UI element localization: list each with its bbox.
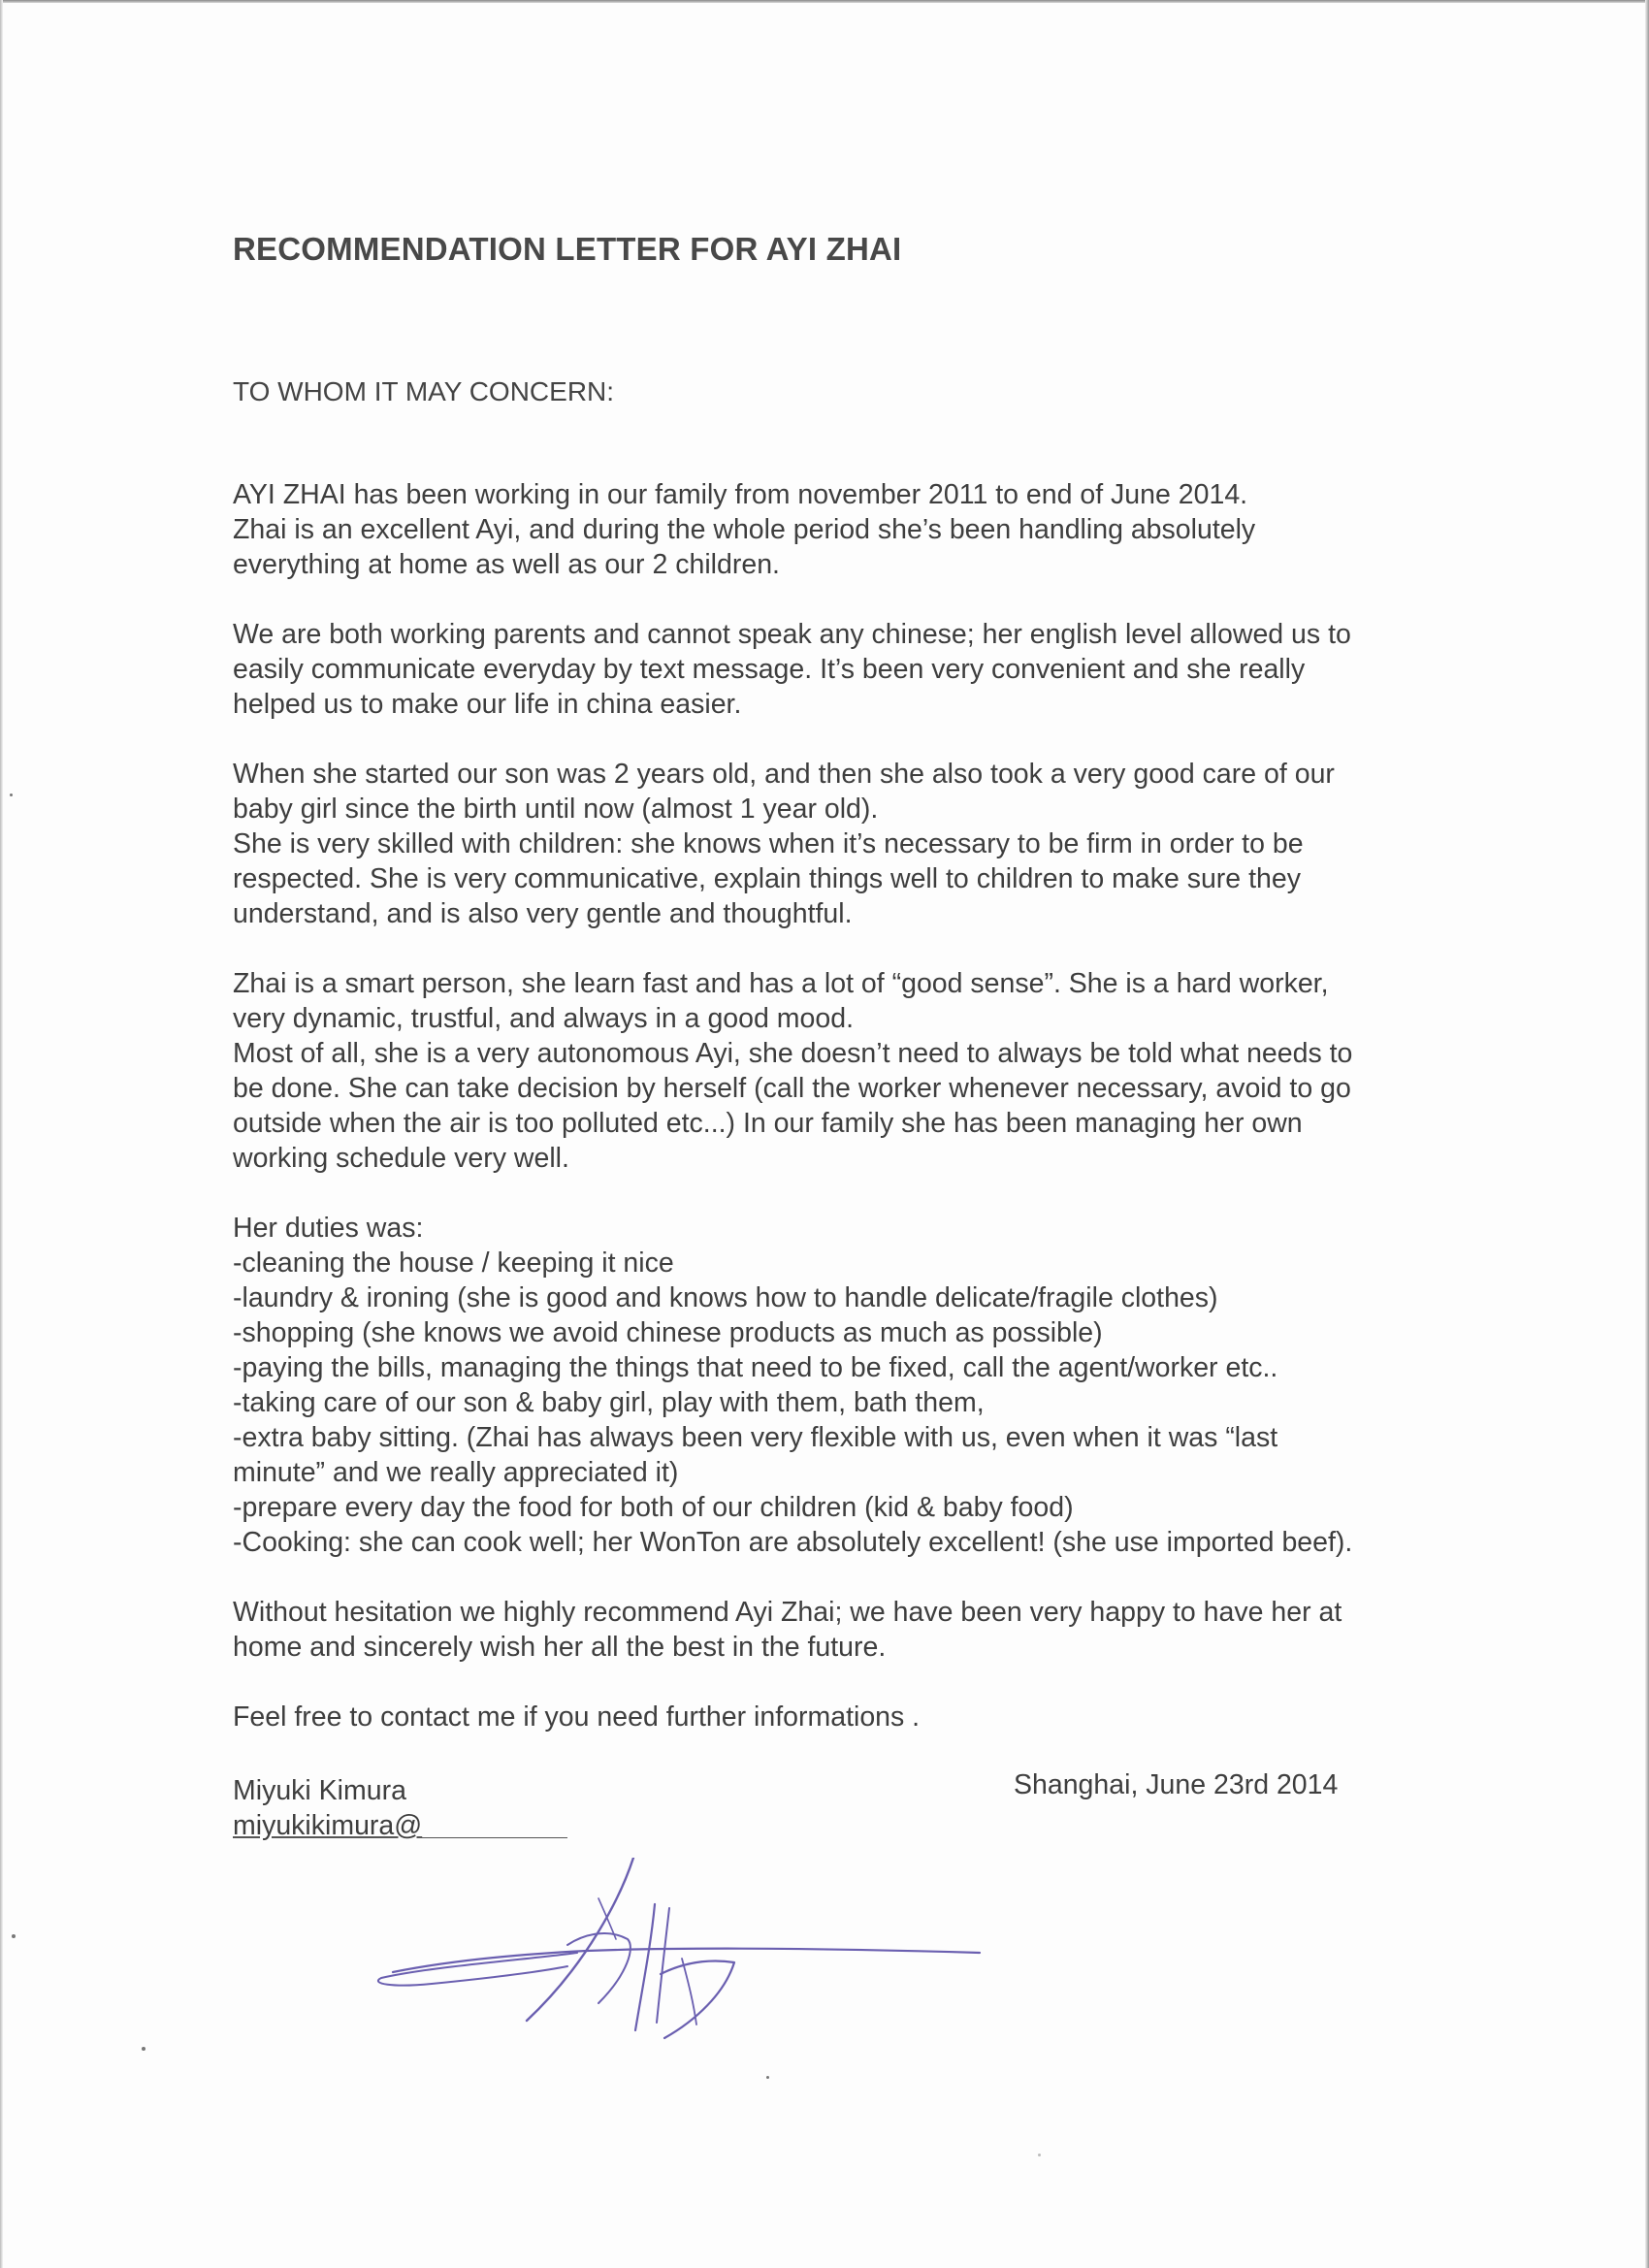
body-line: Zhai is a smart person, she learn fast and has a lot of “good sense”. She is a hard worker, xyxy=(233,968,1329,999)
body-line: Feel free to contact me if you need further informations . xyxy=(233,1701,921,1733)
paragraph-communication xyxy=(233,617,1494,722)
scan-speck xyxy=(1038,2154,1041,2156)
letter-body xyxy=(233,477,1494,1769)
email-redaction xyxy=(422,1812,567,1838)
duty-item: -Cooking: she can cook well; her WonTon are absolutely excellent! (she use imported beef). xyxy=(233,1527,1353,1558)
body-line: understand, and is also very gentle and thoughtful. xyxy=(233,898,853,929)
paragraph-duties xyxy=(233,1211,1494,1560)
salutation: TO WHOM IT MAY CONCERN: xyxy=(233,376,615,406)
paragraph-employment xyxy=(233,477,1494,582)
scan-edge-right xyxy=(1645,0,1649,2268)
body-line: We are both working parents and cannot speak any chinese; her english level allowed us to xyxy=(233,619,1351,650)
body-line: helped us to make our life in china easier. xyxy=(233,689,742,720)
body-line: AYI ZHAI has been working in our family from november 2011 to end of June 2014. xyxy=(233,479,1248,510)
body-line: everything at home as well as our 2 children. xyxy=(233,549,780,580)
place-date: Shanghai, June 23rd 2014 xyxy=(1014,1769,1339,1800)
paragraph-recommendation xyxy=(233,1595,1494,1665)
body-line: Zhai is an excellent Ayi, and during the whole period she’s been handling absolutely xyxy=(233,514,1256,545)
body-line: When she started our son was 2 years old, and then she also took a very good care of our xyxy=(233,759,1335,790)
scan-edge-left xyxy=(0,0,3,2268)
signer-name: Miyuki Kimura xyxy=(233,1775,406,1806)
body-line: be done. She can take decision by herself (call the worker whenever necessary, avoid to go xyxy=(233,1073,1351,1104)
signer-email-text: miyukikimura@ xyxy=(233,1810,423,1841)
body-line: baby girl since the birth until now (almost 1 year old). xyxy=(233,794,879,825)
scan-edge-top xyxy=(0,0,1649,3)
duty-item: -paying the bills, managing the things that need to be fixed, call the agent/worker etc.. xyxy=(233,1352,1278,1383)
paragraph-qualities xyxy=(233,966,1494,1176)
body-line: very dynamic, trustful, and always in a good mood. xyxy=(233,1003,854,1034)
signature-strokes xyxy=(378,1858,980,2038)
body-line: easily communicate everyday by text message. It’s been very convenient and she really xyxy=(233,654,1306,685)
letter-title: RECOMMENDATION LETTER FOR AYI ZHAI xyxy=(233,231,902,267)
scan-speck xyxy=(766,2076,769,2079)
body-line: Without hesitation we highly recommend Ayi Zhai; we have been very happy to have her at xyxy=(233,1597,1342,1628)
duty-item: -prepare every day the food for both of our children (kid & baby food) xyxy=(233,1492,1074,1523)
duty-item: -laundry & ironing (she is good and knows how to handle delicate/fragile clothes) xyxy=(233,1282,1218,1313)
body-line: working schedule very well. xyxy=(233,1143,569,1174)
body-line: respected. She is very communicative, explain things well to children to make sure they xyxy=(233,863,1301,894)
duty-item: -taking care of our son & baby girl, play with them, bath them, xyxy=(233,1387,985,1418)
paragraph-contact xyxy=(233,1700,1494,1734)
duty-item: -cleaning the house / keeping it nice xyxy=(233,1247,674,1279)
signer-email[interactable] xyxy=(233,1808,567,1843)
scan-speck xyxy=(12,1934,16,1938)
scan-speck xyxy=(142,2047,146,2051)
duty-item: -shopping (she knows we avoid chinese products as much as possible) xyxy=(233,1317,1103,1348)
duty-item: -extra baby sitting. (Zhai has always been very flexible with us, even when it was “last xyxy=(233,1422,1278,1453)
duties-heading: Her duties was: xyxy=(233,1213,424,1244)
duty-item: minute” and we really appreciated it) xyxy=(233,1457,679,1488)
handwritten-signature xyxy=(373,1858,994,2052)
scan-speck xyxy=(10,794,13,796)
body-line: home and sincerely wish her all the best in the future. xyxy=(233,1632,887,1663)
paragraph-children xyxy=(233,757,1494,931)
body-line: outside when the air is too polluted etc...) In our family she has been managing her own xyxy=(233,1108,1303,1139)
body-line: She is very skilled with children: she knows when it’s necessary to be firm in order to be xyxy=(233,828,1304,859)
body-line: Most of all, she is a very autonomous Ayi, she doesn’t need to always be told what needs to xyxy=(233,1038,1353,1069)
